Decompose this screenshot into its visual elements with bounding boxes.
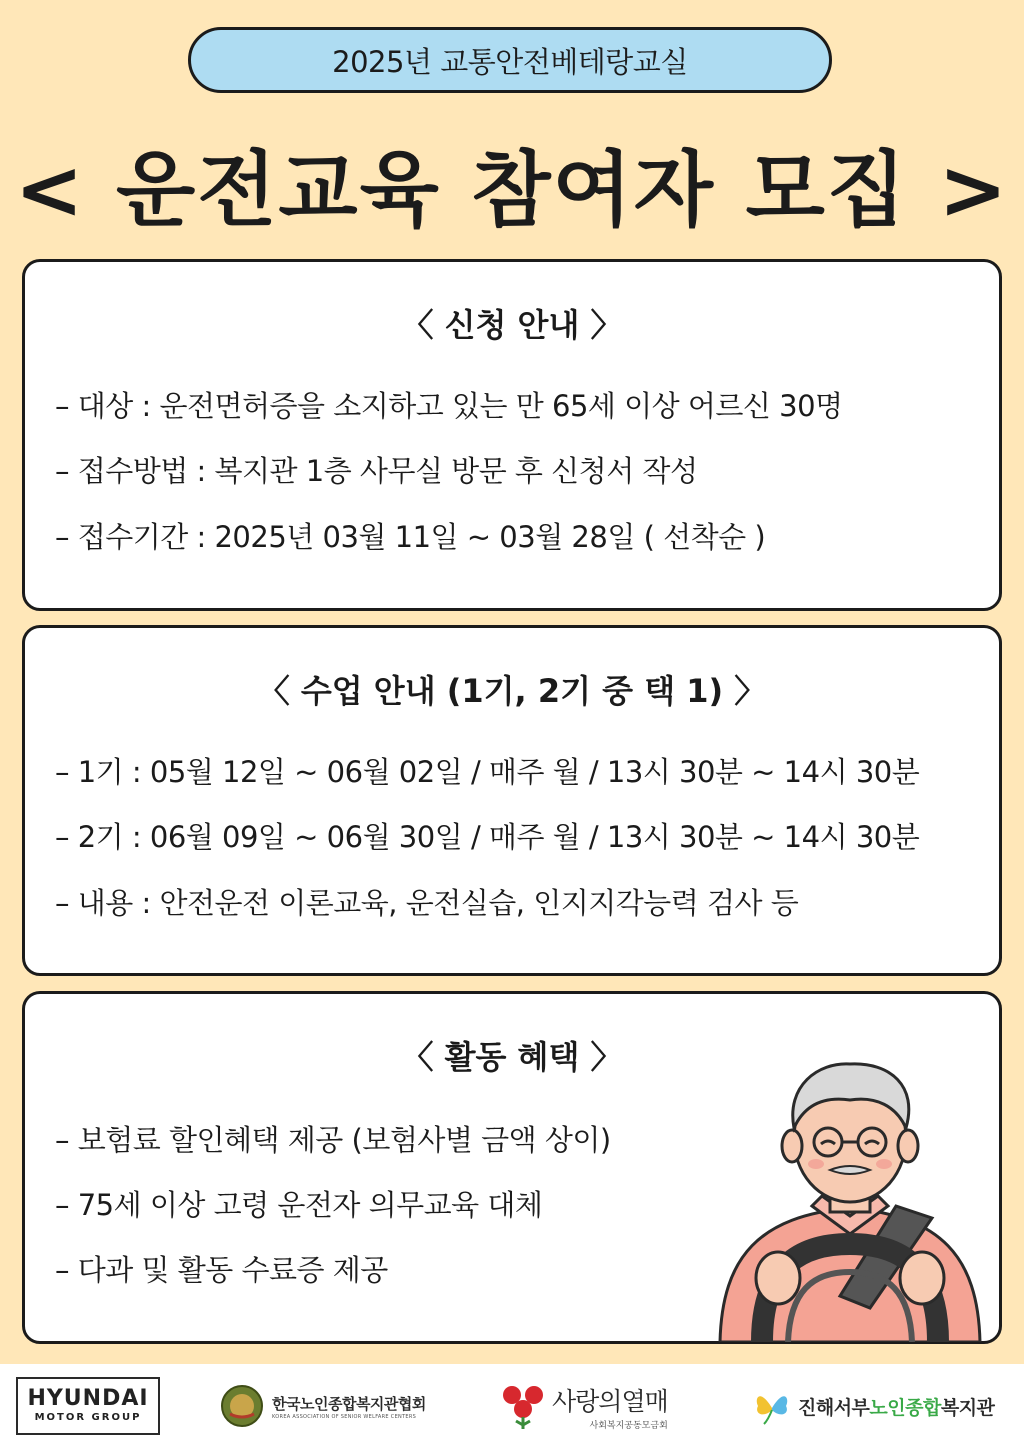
apply-info-title: 〈 신청 안내 〉 [401, 306, 623, 344]
love-fruit-icon [500, 1381, 546, 1431]
love-fruit-logo [500, 1364, 668, 1448]
kasw-logo-sub: KOREA ASSOCIATION OF SENIOR WELFARE CENTERS [272, 1413, 417, 1420]
kasw-logo [220, 1364, 426, 1448]
jinhae-logo [752, 1364, 994, 1448]
apply-period-line: – 접수기간 : 2025년 03월 11일 ~ 03월 28일 ( 선착순 ) [55, 520, 766, 554]
apply-target-line: – 대상 : 운전면허증을 소지하고 있는 만 65세 이상 어르신 30명 [55, 389, 843, 423]
page-title: < 운전교육 참여자 모집 > [14, 142, 1010, 238]
benefit-mandatory-edu-line: – 75세 이상 고령 운전자 의무교육 대체 [55, 1188, 543, 1222]
header-subtitle-pill [188, 27, 832, 93]
kasw-emblem-icon [220, 1384, 264, 1428]
header-subtitle: 2025년 교통안전베테랑교실 [332, 44, 688, 79]
apply-info-card [22, 259, 1002, 611]
benefit-insurance-line: – 보험료 할인혜택 제공 (보험사별 금액 상이) [55, 1123, 611, 1157]
jinhae-logo-name: 진해서부노인종합복지관 [798, 1396, 995, 1419]
love-fruit-sub: 사회복지공동모금회 [589, 1420, 668, 1431]
class-content-line: – 내용 : 안전운전 이론교육, 운전실습, 인지지각능력 검사 등 [55, 886, 799, 920]
benefit-title: 〈 활동 혜택 〉 [401, 1038, 623, 1076]
sponsor-footer [0, 1364, 1024, 1448]
hyundai-logo [16, 1377, 160, 1435]
class-session1-line: – 1기 : 05월 12일 ~ 06월 02일 / 매주 월 / 13시 30분 ~ 14시 30분 [55, 755, 920, 789]
love-fruit-name: 사랑의열매 [552, 1386, 668, 1416]
class-session2-line: – 2기 : 06월 09일 ~ 06월 30일 / 매주 월 / 13시 30분 ~ 14시 30분 [55, 820, 920, 854]
hyundai-logo-sub: MOTOR GROUP [34, 1412, 142, 1423]
benefit-certificate-line: – 다과 및 활동 수료증 제공 [55, 1253, 388, 1287]
elderly-driver-illustration [700, 1056, 1000, 1342]
class-info-card [22, 625, 1002, 976]
butterfly-icon [752, 1384, 792, 1428]
apply-method-line: – 접수방법 : 복지관 1층 사무실 방문 후 신청서 작성 [55, 454, 698, 488]
class-info-title: 〈 수업 안내 (1기, 2기 중 택 1) 〉 [257, 672, 767, 710]
hyundai-logo-name: HYUNDAI [27, 1386, 149, 1411]
kasw-logo-name: 한국노인종합복지관협회 [272, 1394, 426, 1413]
